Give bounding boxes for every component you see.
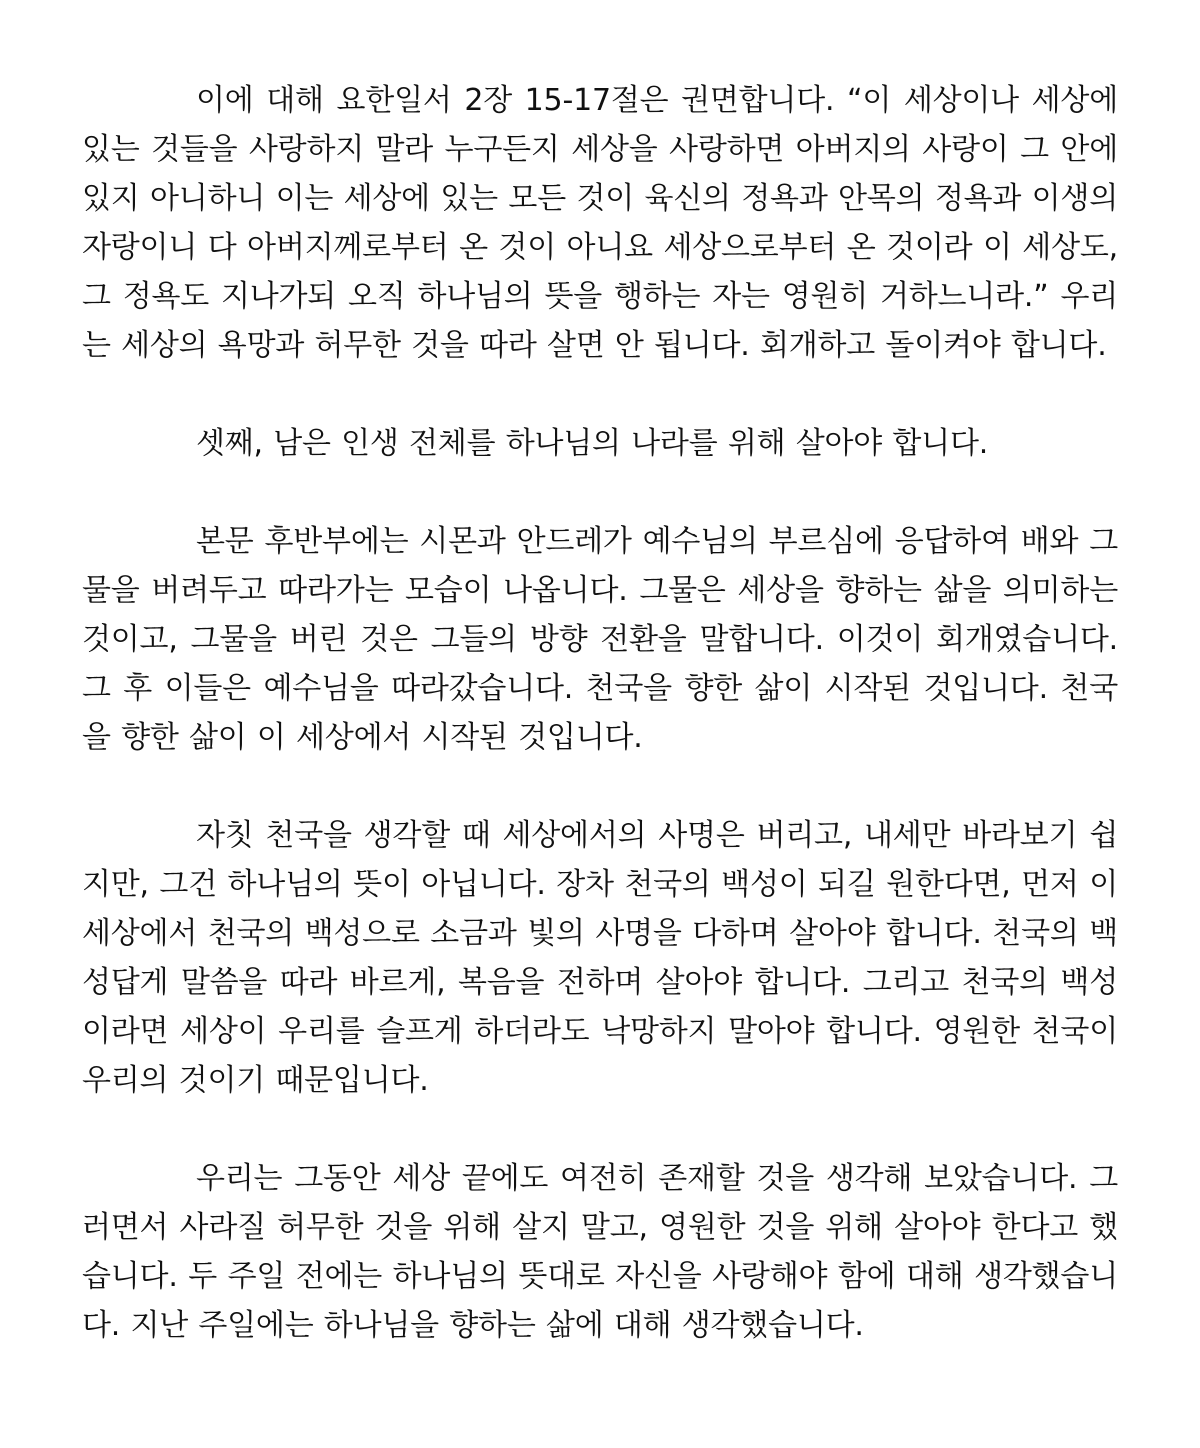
paragraph-summary: 우리는 그동안 세상 끝에도 여전히 존재할 것을 생각해 보았습니다. 그러면서 사라질 허무한 것을 위해 살지 말고, 영원한 것을 위해 살아야 한다고 했습니다. 두 주일 전에는 하나님의 뜻대로 자신을 사랑해야 함에 대해 생각했습니다. 지난 주일에는 하나님을 향하는 삶에 대해 생각했습니다. xyxy=(82,1161,1118,1343)
paragraph-first-john-quote: 이에 대해 요한일서 2장 15-17절은 권면합니다. “이 세상이나 세상에 있는 것들을 사랑하지 말라 누구든지 세상을 사랑하면 아버지의 사랑이 그 안에 있지 아니하니 이는 세상에 있는 모든 것이 육신의 정욕과 안목의 정욕과 이생의 자랑이니 다 아버지께로부터 온 것이 아니요 세상으로부터 온 것이라 이 세상도, 그 정욕도 지나가되 오직 하나님의 뜻을 행하는 자는 영원히 거하느니라.” 우리는 세상의 욕망과 허무한 것을 따라 살면 안 됩니다. 회개하고 돌이켜야 합니다. xyxy=(82,83,1118,363)
paragraph-third-point: 셋째, 남은 인생 전체를 하나님의 나라를 위해 살아야 합니다. xyxy=(196,426,989,461)
paragraph-simon-andrew: 본문 후반부에는 시몬과 안드레가 예수님의 부르심에 응답하여 배와 그물을 버려두고 따라가는 모습이 나옵니다. 그물은 세상을 향하는 삶을 의미하는 것이고, 그물을 버린 것은 그들의 방향 전환을 말합니다. 이것이 회개였습니다. 그 후 이들은 예수님을 따라갔습니다. 천국을 향한 삶이 시작된 것입니다. 천국을 향한 삶이 이 세상에서 시작된 것입니다. xyxy=(82,524,1118,755)
paragraph-kingdom-mission: 자칫 천국을 생각할 때 세상에서의 사명은 버리고, 내세만 바라보기 쉽지만, 그건 하나님의 뜻이 아닙니다. 장차 천국의 백성이 되길 원한다면, 먼저 이 세상에서 천국의 백성으로 소금과 빛의 사명을 다하며 살아야 합니다. 천국의 백성답게 말씀을 따라 바르게, 복음을 전하며 살아야 합니다. 그리고 천국의 백성이라면 세상이 우리를 슬프게 하더라도 낙망하지 말아야 합니다. 영원한 천국이 우리의 것이기 때문입니다. xyxy=(82,818,1118,1098)
